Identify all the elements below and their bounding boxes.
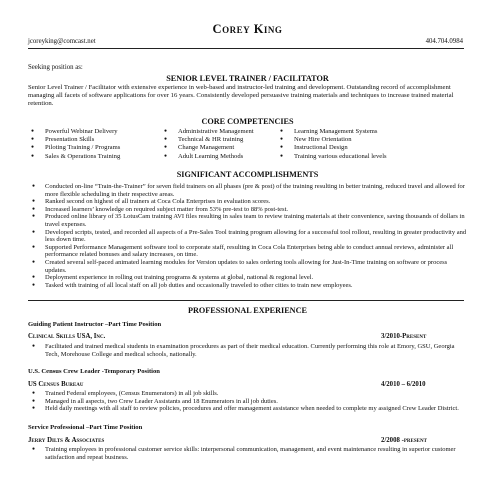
applicant-name: Corey King	[212, 22, 283, 36]
competency-item: ● Sales & Operations Training	[31, 153, 120, 161]
competencies-column-1	[31, 128, 120, 161]
job-position-title: U.S. Census Crew Leader -Temporary Position	[28, 368, 160, 375]
competency-item: ● Administrative Management	[164, 128, 254, 136]
competencies-column-2	[164, 128, 254, 161]
accomplishments-list	[28, 183, 468, 289]
competency-item: ● Technical & HR training	[164, 136, 254, 144]
job-dates: 2/2008 -present	[381, 437, 427, 444]
competency-item: ● Learning Management Systems	[280, 128, 387, 136]
job-position-title: Service Professional –Part Time Position	[28, 424, 143, 431]
accomplishments-heading: SIGNIFICANT ACCOMPLISHMENTS	[176, 170, 319, 179]
accomplishment-item: ● Produced online library of 35 LotusCam training AVI files resulting in sales team to review training materials at their convenience, saving thousands of dollars in travel expenses.	[28, 213, 468, 228]
job-employer: Clinical Skills USA, Inc.	[28, 333, 106, 340]
job-duty-item: ● Managed in all aspects, two Crew Leader Assistants and 18 Enumerators in all job duties.	[28, 398, 468, 406]
accomplishment-item: ● Tasked with training of all local staff on all job duties and occasionally traveled to other cities to train new employees.	[28, 282, 468, 290]
accomplishment-item: ● Ranked second on highest of all trainers at Coca Cola Enterprises in evaluation scores.	[28, 198, 468, 206]
job-employer: Jerry Dilts & Associates	[28, 437, 105, 444]
job-dates: 3/2010-Present	[381, 333, 427, 340]
competency-item: ● Change Management	[164, 144, 254, 152]
job-employer: US Census Bureau	[28, 381, 84, 388]
job-dates: 4/2010 – 6/2010	[381, 381, 426, 388]
accomplishment-item: ● Increased learners’ knowledge on required subject matter from 53% pre-test to 88% post-test.	[28, 206, 468, 214]
email-address[interactable]: jcoreyking@comcast.net	[28, 38, 96, 45]
phone-number: 404.704.0984	[425, 38, 463, 45]
job-duties-list	[28, 390, 468, 413]
competencies-column-3	[280, 128, 387, 161]
job-position-title: Guiding Patient Instructor –Part Time Position	[28, 321, 162, 328]
competency-item: ● Instructional Design	[280, 144, 387, 152]
competency-item: ● New Hire Orientation	[280, 136, 387, 144]
summary-paragraph: Senior Level Trainer / Facilitator with extensive experience in web-based and instructor-led training and development. Outstanding record of accomplishment managing all facets of software applications for over 16 years. Consistently developed persuasive training materials and techniques to increase trained material retention.	[28, 84, 454, 108]
seeking-label: Seeking position as:	[28, 64, 83, 71]
competency-item: ● Training various educational levels	[280, 153, 387, 161]
competency-item: ● Presentation Skills	[31, 136, 120, 144]
experience-heading: PROFESSIONAL EXPERIENCE	[188, 306, 307, 315]
accomplishment-item: ● Created several self-paced animated learning modules for Version updates to sales ordering tools allowing for Just-In-Time training on software or process updates.	[28, 259, 468, 274]
job-duty-item: ● Held daily meetings with all staff to review policies, procedures and offer management assistance when needed to complete my assigned Crew Leader District.	[28, 405, 468, 413]
accomplishment-item: ● Developed scripts, tested, and recorded all aspects of a Pre-Sales Tool training program allowing for a successful tool rollout, resulting in greater productivity and less down time.	[28, 229, 468, 244]
competency-item: ● Adult Learning Methods	[164, 153, 254, 161]
accomplishment-item: ● Deployment experience in rolling out training programs & systems at global, national & regional level.	[28, 274, 468, 282]
experience-divider	[28, 300, 464, 301]
competencies-heading: CORE COMPETENCIES	[201, 117, 294, 126]
job-duty-item: ● Facilitated and trained medical students in examination procedures as part of their medical education. Currently performing this role at Emory, GSU, Georgia Tech, Morehouse College and medical schools, nationally.	[28, 343, 468, 358]
job-duties-list	[28, 343, 468, 358]
position-title: SENIOR LEVEL TRAINER / FACILITATOR	[166, 74, 329, 83]
competency-item: ● Piloting Training / Programs	[31, 144, 120, 152]
header-divider	[28, 48, 464, 49]
job-duty-item: ● Training employees in professional customer service skills: interpersonal communication, management, and event maintenance resulting in superior customer satisfaction and repeat business.	[28, 446, 468, 461]
accomplishment-item: ● Supported Performance Management software tool to corporate staff, resulting in Coca Cola Enterprises being able to conduct annual reviews, administer all performance related bonuses and salary increases, on time.	[28, 244, 468, 259]
accomplishment-item: ● Conducted on-line “Train-the-Trainer” for seven field trainers on all phases (pre & post) of the training resulting in better training, reduced travel and allowed for more flexible scheduling in their respective areas.	[28, 183, 468, 198]
job-duty-item: ● Trained Federal employees, (Census Enumerators) in all job skills.	[28, 390, 468, 398]
job-duties-list	[28, 446, 468, 461]
competency-item: ● Powerful Webinar Delivery	[31, 128, 120, 136]
